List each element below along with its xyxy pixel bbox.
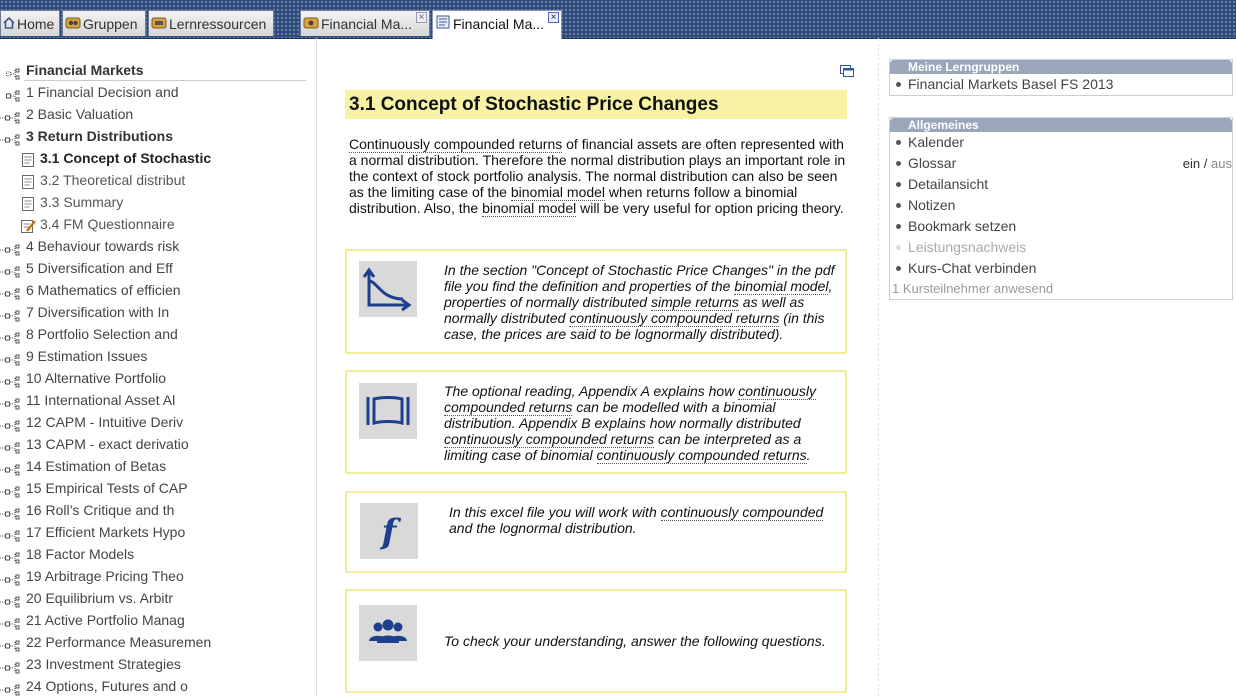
course-navigation-tree bbox=[0, 38, 317, 696]
item-label: Kalender bbox=[908, 134, 965, 150]
text: In this excel file you will work with bbox=[449, 504, 661, 520]
resources-icon bbox=[151, 11, 167, 36]
glossary-link[interactable]: binomial model bbox=[510, 184, 606, 200]
bullet-icon bbox=[896, 140, 901, 145]
text: can be interpreted as a limiting case of binomial bbox=[444, 431, 802, 463]
tree-item[interactable] bbox=[0, 279, 310, 301]
tree-item-label: 13 CAPM - exact derivatio bbox=[26, 436, 189, 452]
excel-resource-box bbox=[345, 491, 847, 573]
tab-label: Gruppen bbox=[83, 16, 138, 32]
tree-item[interactable] bbox=[0, 323, 310, 345]
participants-present: 1 Kursteilnehmer anwesend bbox=[892, 281, 1054, 296]
content-area bbox=[317, 38, 878, 696]
tab-label: Home bbox=[17, 16, 55, 32]
tree-item-label: 21 Active Portfolio Manag bbox=[26, 612, 185, 628]
tab-gruppen[interactable] bbox=[62, 10, 146, 36]
text: (in this case, the prices are said to be lognormally distributed). bbox=[444, 310, 825, 342]
detail-view-link[interactable] bbox=[890, 174, 1232, 195]
tree-node-icon bbox=[0, 680, 22, 696]
divider bbox=[878, 38, 880, 696]
tree-item-label: 3 Return Distributions bbox=[26, 128, 174, 144]
course-icon bbox=[435, 11, 451, 37]
tree-item-label: 10 Alternative Portfolio bbox=[26, 370, 167, 386]
item-label: Notizen bbox=[908, 197, 956, 213]
tree-item-label: 3.2 Theoretical distribut bbox=[40, 172, 186, 188]
panel-header: Allgemeines bbox=[890, 118, 1232, 132]
tree-item-label: 15 Empirical Tests of CAP bbox=[26, 480, 188, 496]
tree-subitem[interactable] bbox=[0, 169, 310, 191]
performance-record-link bbox=[890, 237, 1232, 258]
item-label: Glossar bbox=[908, 155, 957, 171]
tree-item-label: 9 Estimation Issues bbox=[26, 348, 148, 364]
text: can be modelled with a binomial distribution. Appendix B explains how normally distributed bbox=[444, 399, 801, 431]
tree-item[interactable] bbox=[0, 675, 310, 696]
text: . bbox=[806, 447, 811, 463]
glossary-off-link[interactable]: aus bbox=[1211, 156, 1232, 171]
box-text bbox=[444, 383, 844, 463]
course-icon bbox=[303, 11, 319, 36]
glossary-link[interactable]: continuously compounded returns bbox=[596, 447, 807, 463]
tree-item-label: 4 Behaviour towards risk bbox=[26, 238, 180, 254]
reading-resource-box bbox=[345, 370, 847, 474]
tab-label: Financial Ma... bbox=[453, 16, 545, 32]
text: , properties of normally distributed bbox=[444, 278, 833, 310]
glossary-link[interactable]: continuously compounded returns bbox=[444, 383, 817, 415]
home-icon bbox=[3, 11, 15, 36]
tree-item[interactable] bbox=[0, 411, 310, 433]
tree-item-label: 22 Performance Measuremen bbox=[26, 634, 212, 650]
learning-groups-panel bbox=[889, 59, 1233, 96]
separator: / bbox=[1203, 156, 1208, 171]
group-icon bbox=[65, 11, 81, 36]
tree-item-label: 5 Diversification and Eff bbox=[26, 260, 173, 276]
tree-item-label: 17 Efficient Markets Hypo bbox=[26, 524, 186, 540]
glossary-link[interactable]: binomial model bbox=[734, 278, 829, 294]
chart-icon[interactable] bbox=[359, 261, 417, 317]
open-in-new-window-icon[interactable] bbox=[840, 64, 854, 82]
tree-item[interactable] bbox=[0, 587, 310, 609]
tree-item[interactable] bbox=[0, 345, 310, 367]
tree-item-label: 3.1 Concept of Stochastic bbox=[40, 150, 212, 166]
glossary-on-link[interactable]: ein bbox=[1182, 156, 1201, 171]
tree-item[interactable] bbox=[0, 609, 310, 631]
tree-item-label: 12 CAPM - Intuitive Deriv bbox=[26, 414, 184, 430]
tree-item-label: 14 Estimation of Betas bbox=[26, 458, 167, 474]
close-icon[interactable]: × bbox=[416, 12, 427, 23]
tree-root[interactable] bbox=[0, 59, 310, 81]
tree-item-label: 6 Mathematics of efficien bbox=[26, 282, 181, 298]
tree-item-label: 8 Portfolio Selection and bbox=[26, 326, 178, 342]
tab-home[interactable] bbox=[0, 10, 60, 36]
box-text bbox=[444, 633, 844, 649]
tree-item-label: 1 Financial Decision and bbox=[26, 84, 179, 100]
glossary-link[interactable]: continuously compounded returns bbox=[444, 431, 655, 447]
tree-item[interactable] bbox=[0, 301, 310, 323]
page-title: 3.1 Concept of Stochastic Price Changes bbox=[345, 90, 847, 119]
intro-text: of financial assets are often represented with a normal distribution. Therefore the normal distribution plays an important role in the context of stock portfolio analysis. The normal distribution can also be seen as the limiting case of the bbox=[349, 136, 846, 200]
bookmark-link[interactable] bbox=[890, 216, 1232, 237]
general-panel bbox=[889, 117, 1233, 300]
tree-item-label: 24 Options, Futures and o bbox=[26, 678, 188, 694]
tree-item[interactable] bbox=[0, 455, 310, 477]
tree-item[interactable] bbox=[0, 565, 310, 587]
bullet-icon bbox=[896, 245, 901, 250]
questions-resource-box bbox=[345, 589, 847, 693]
box-text bbox=[449, 504, 839, 536]
tree-item[interactable] bbox=[0, 521, 310, 543]
book-icon[interactable] bbox=[359, 383, 417, 439]
bullet-icon bbox=[896, 82, 901, 87]
tree-item[interactable] bbox=[0, 125, 310, 147]
text: and the lognormal distribution. bbox=[449, 520, 637, 536]
item-label: Kurs-Chat verbinden bbox=[908, 260, 1037, 276]
tree-item[interactable] bbox=[0, 543, 310, 565]
glossary-link[interactable]: continuously compounded returns bbox=[569, 310, 780, 326]
group-label: Financial Markets Basel FS 2013 bbox=[908, 76, 1114, 92]
tree-item-label: 23 Investment Strategies bbox=[26, 656, 181, 672]
close-icon[interactable]: × bbox=[548, 12, 559, 23]
intro-paragraph bbox=[349, 136, 853, 216]
flash-icon[interactable] bbox=[360, 503, 418, 559]
tree-item[interactable] bbox=[0, 389, 310, 411]
tree-item[interactable] bbox=[0, 631, 310, 653]
tree-item[interactable] bbox=[0, 499, 310, 521]
tree-subitem[interactable] bbox=[0, 191, 310, 213]
tree-item[interactable] bbox=[0, 257, 310, 279]
panel-header: Meine Lerngruppen bbox=[890, 60, 1232, 74]
bullet-icon bbox=[896, 266, 901, 271]
glossary-toggle bbox=[1183, 153, 1232, 174]
tree-item[interactable] bbox=[0, 103, 310, 125]
calendar-link[interactable] bbox=[890, 132, 1232, 153]
tree-item[interactable] bbox=[0, 235, 310, 257]
tree-item-label: 3.3 Summary bbox=[40, 194, 124, 210]
people-icon[interactable] bbox=[359, 605, 417, 661]
tree-root-label: Financial Markets bbox=[26, 62, 144, 78]
item-label: Detailansicht bbox=[908, 176, 989, 192]
bullet-icon bbox=[896, 203, 901, 208]
glossary-link[interactable]: simple returns bbox=[651, 294, 739, 310]
tree-item[interactable] bbox=[0, 433, 310, 455]
tree-item-label: 11 International Asset Al bbox=[26, 392, 176, 408]
tree-item[interactable] bbox=[0, 477, 310, 499]
intro-text: when returns follow a binomial distribution. Also, the bbox=[349, 184, 798, 216]
notes-link[interactable] bbox=[890, 195, 1232, 216]
tree-subitem[interactable] bbox=[0, 147, 310, 169]
group-link[interactable] bbox=[890, 74, 1232, 95]
tab-label: Lernressourcen bbox=[169, 16, 267, 32]
text: To check your understanding, answer the following questions. bbox=[444, 633, 826, 649]
right-sidebar bbox=[878, 38, 1236, 696]
tree-item[interactable] bbox=[0, 81, 310, 103]
tree-item-label: 16 Roll’s Critique and th bbox=[26, 502, 175, 518]
glossary-link[interactable] bbox=[890, 153, 1232, 174]
tree-subitem[interactable] bbox=[0, 213, 310, 235]
tree-item-label: 3.4 FM Questionnaire bbox=[40, 216, 175, 232]
course-chat-link[interactable] bbox=[890, 258, 1232, 279]
svg-text:f: f bbox=[381, 512, 397, 552]
top-navigation-bar bbox=[0, 0, 1236, 39]
box-text bbox=[444, 262, 844, 342]
text: The optional reading, Appendix A explains how bbox=[444, 383, 739, 399]
glossary-link[interactable]: binomial model bbox=[482, 200, 577, 216]
tab-financial-markets-1[interactable] bbox=[300, 10, 430, 36]
bullet-icon bbox=[896, 182, 901, 187]
tree-item-label: 20 Equilibrium vs. Arbitr bbox=[26, 590, 174, 606]
bullet-icon bbox=[896, 161, 901, 166]
bullet-icon bbox=[896, 224, 901, 229]
tree-item-label: 19 Arbitrage Pricing Theo bbox=[26, 568, 184, 584]
tab-label: Financial Ma... bbox=[321, 16, 413, 32]
glossary-link[interactable]: continuously compounded bbox=[660, 504, 824, 520]
glossary-link[interactable]: Continuously compounded returns bbox=[349, 136, 563, 152]
intro-text: will be very useful for option pricing theory. bbox=[576, 200, 844, 216]
tree-item[interactable] bbox=[0, 367, 310, 389]
tree-item-label: 18 Factor Models bbox=[26, 546, 135, 562]
pdf-resource-box bbox=[345, 249, 847, 354]
tree-item-label: 2 Basic Valuation bbox=[26, 106, 134, 122]
item-label: Leistungsnachweis bbox=[908, 239, 1027, 255]
tree-item[interactable] bbox=[0, 653, 310, 675]
tree-item-label: 7 Diversification with In bbox=[26, 304, 170, 320]
text: as well as normally distributed bbox=[444, 294, 805, 326]
text: In the section "Concept of Stochastic Price Changes" in the pdf file you find the definition and properties of the bbox=[444, 262, 835, 294]
tab-financial-markets-2[interactable] bbox=[432, 10, 562, 39]
item-label: Bookmark setzen bbox=[908, 218, 1017, 234]
tab-lernressourcen[interactable] bbox=[148, 10, 274, 36]
